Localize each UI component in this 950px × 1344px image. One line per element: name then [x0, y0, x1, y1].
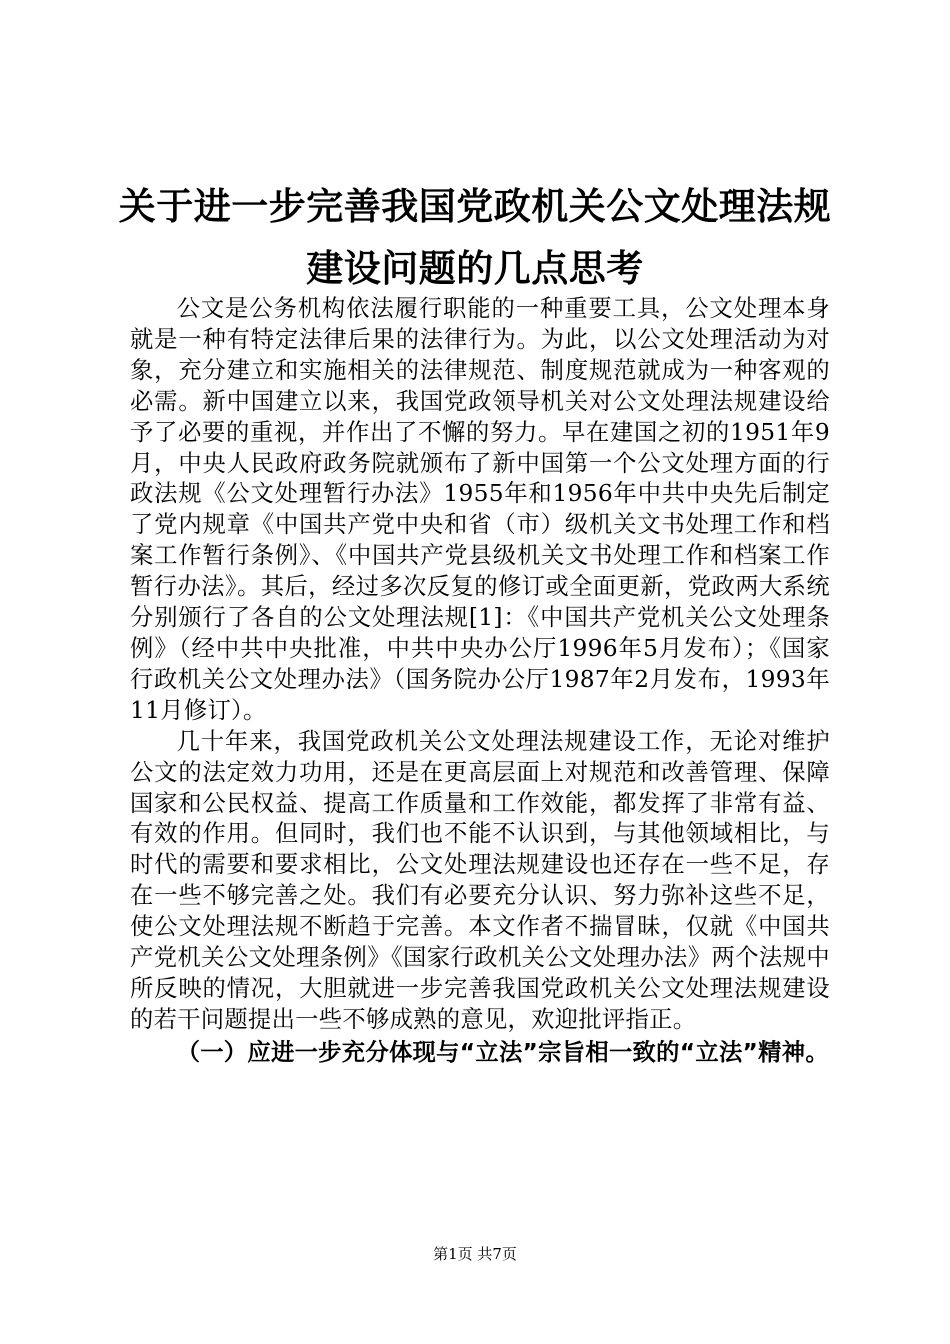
document-title: 关于进一步完善我国党政机关公文处理法规建设问题的几点思考 — [118, 185, 832, 290]
document-body — [130, 294, 830, 1069]
page-footer: 第1页 共7页 — [433, 1245, 517, 1263]
section-heading: （一）应进一步充分体现与“立法”宗旨相一致的“立法”精神。 — [176, 1038, 829, 1066]
paragraph-intro: 公文是公务机构依法履行职能的一种重要工具，公文处理本身就是一种有特定法律后果的法律行为。为此，以公文处理活动为对象，充分建立和实施相关的法律规范、制度规范就成为一种客观的必需。新中国建立以来，我国党政领导机关对公文处理法规建设给予了必要的重视，并作出了不懈的努力。早在建国之初的1951年9月，中央人民政府政务院就颁布了新中国第一个公文处理方面的行政法规《公文处理暂行办法》1955年和1956年中共中央先后制定了党内规章《中国共产党中央和省（市）级机关文书处理工作和档案工作暂行条例》、《中国共产党县级机关文书处理工作和档案工作暂行办法》。其后，经过多次反复的修订或全面更新，党政两大系统分别颁行了各自的公文处理法规[1]：《中国共产党机关公文处理条例》（经中共中央批准，中共中央办公厅1996年5月发布）；《国家行政机关公文处理办法》（国务院办公厅1987年2月发布，1993年11月修订）。 — [130, 295, 830, 724]
paragraph-review: 几十年来，我国党政机关公文处理法规建设工作，无论对维护公文的法定效力功用，还是在更高层面上对规范和改善管理、保障国家和公民权益、提高工作质量和工作效能，都发挥了非常有益、有效的作用。但同时，我们也不能不认识到，与其他领域相比，与时代的需要和要求相比，公文处理法规建设也还存在一些不足，存在一些不够完善之处。我们有必要充分认识、努力弥补这些不足，使公文处理法规不断趋于完善。本文作者不揣冒昧，仅就《中国共产党机关公文处理条例》《国家行政机关公文处理办法》两个法规中所反映的情况，大胆就进一步完善我国党政机关公文处理法规建设的若干问题提出一些不够成熟的意见，欢迎批评指正。 — [130, 727, 830, 1033]
